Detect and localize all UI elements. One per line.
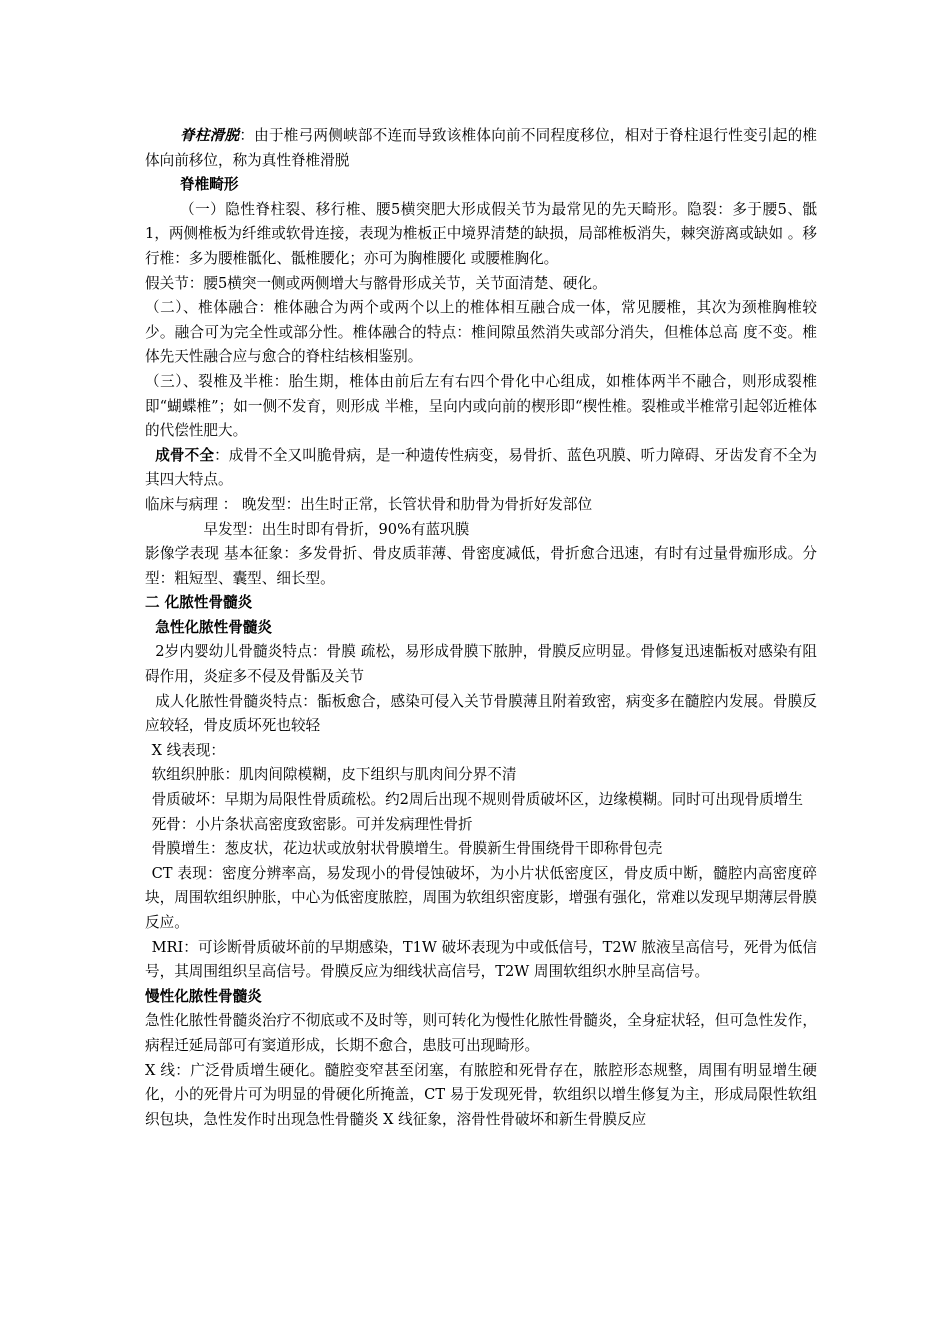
term-osteogenesis-imperfecta: 成骨不全 (155, 446, 215, 464)
heading-acute-osteomyelitis: 急性化脓性骨髓炎 (155, 618, 272, 636)
paragraph-infant-features: 2岁内婴幼儿骨髓炎特点：骨膜 疏松，易形成骨膜下脓肿，骨膜反应明显。骨修复迅速骺板对感染有阻碍作用，炎症多不侵及骨骺及关节 (145, 643, 817, 686)
paragraph-pseudoarthrosis: 假关节：腰5横突一侧或两侧增大与髂骨形成关节，关节面清楚、硬化。 (145, 274, 607, 292)
paragraph-chronic-overview: 急性化脓性骨髓炎治疗不彻底或不及时等，则可转化为慢性化脓性骨髓炎，全身症状轻，但可急性发作，病程迁延局部可有窦道形成，长期不愈合，患肢可出现畸形。 (145, 1012, 817, 1054)
document-page (145, 124, 817, 1132)
paragraph-osteogenesis-imperfecta (145, 444, 817, 493)
term-spondylolisthesis: 脊柱滑脱 (180, 127, 240, 144)
paragraph-sequestrum: 死骨：小片条状高密度致密影。可并发病理性骨折 (151, 815, 473, 833)
paragraph-text: ：成骨不全又叫脆骨病，是一种遗传性病变，易骨折、蓝色巩膜、听力障碍、牙齿发育不全为其四大特点。 (145, 446, 817, 489)
paragraph-xray-heading: X 线表现： (151, 741, 225, 759)
heading-chronic-osteomyelitis: 慢性化脓性骨髓炎 (145, 987, 262, 1005)
paragraph-ct-findings: CT 表现：密度分辨率高，易发现小的骨侵蚀破坏，为小片状低密度区，骨皮质中断，髓腔内高密度碎块，周围软组织肿胀，中心为低密度脓腔，周围为软组织密度影，增强有强化，常难以发现早期薄层骨膜反应。 (145, 864, 817, 931)
heading-spine-deformity: 脊椎畸形 (180, 176, 239, 194)
paragraph-spondylolisthesis (145, 124, 817, 173)
paragraph-soft-tissue-swelling: 软组织肿胀：肌肉间隙模糊，皮下组织与肌肉间分界不清 (151, 766, 517, 784)
paragraph-butterfly-vertebra: （三）、裂椎及半椎：胎生期，椎体由前后左有右四个骨化中心组成，如椎体两半不融合，则形成裂椎即“蝴蝶椎”；如一侧不发育，则形成 半椎，呈向内或向前的楔形即“楔性椎。裂椎或半椎常引起邻近椎体的代偿性肥大。 (145, 372, 817, 440)
paragraph-adult-features: 成人化脓性骨髓炎特点：骺板愈合，感染可侵入关节骨膜薄且附着致密，病变多在髓腔内发展。骨膜反应较轻，骨皮质坏死也较轻 (145, 692, 817, 735)
paragraph-text: ：由于椎弓两侧峡部不连而导致该椎体向前不同程度移位，相对于脊柱退行性变引起的椎体向前移位，称为真性脊椎滑脱 (145, 127, 817, 169)
paragraph-vertebral-fusion: （二）、椎体融合：椎体融合为两个或两个以上的椎体相互融合成一体，常见腰椎，其次为颈椎胸椎较少。融合可为完全性或部分性。椎体融合的特点：椎间隙虽然消失或部分消失，但椎体总高 度不变。椎体先天性融合应与愈合的脊柱结核相鉴别。 (145, 299, 817, 366)
paragraph-bone-destruction: 骨质破坏：早期为局限性骨质疏松。约2周后出现不规则骨质破坏区，边缘模糊。同时可出现骨质增生 (151, 791, 803, 809)
paragraph-occult-spina-bifida: （一）隐性脊柱裂、移行椎、腰5横突肥大形成假关节为最常见的先天畸形。隐裂：多于腰5、骶1，两侧椎板为纤维或软骨连接，表现为椎板正中境界清楚的缺损，局部椎板消失，棘突游离或缺如 。移行椎：多为腰椎骶化、骶椎腰化；亦可为胸椎腰化 或腰椎胸化。 (145, 200, 817, 267)
paragraph-chronic-xray: X 线：广泛骨质增生硬化。髓腔变窄甚至闭塞，有脓腔和死骨存在，脓腔形态规整，周围有明显增生硬化，小的死骨片可为明显的骨硬化所掩盖，CT 易于发现死骨，软组织以增生修复为主，形成局限性软组织包块，急性发作时出现急性骨髓炎 X 线征象，溶骨性骨破坏和新生骨膜反应 (145, 1061, 817, 1128)
paragraph-imaging-signs: 影像学表现 基本征象：多发骨折、骨皮质菲薄、骨密度减低，骨折愈合迅速，有时有过量骨痂形成。分型：粗短型、囊型、细长型。 (145, 545, 817, 587)
paragraph-clinical-early: 早发型：出生时即有骨折，90%有蓝巩膜 (203, 520, 470, 538)
paragraph-periosteal-reaction: 骨膜增生：葱皮状，花边状或放射状骨膜增生。骨膜新生骨围绕骨干即称骨包壳 (151, 840, 663, 858)
heading-osteomyelitis: 二 化脓性骨髓炎 (145, 594, 253, 612)
paragraph-clinical-late: 临床与病理 ： 晚发型：出生时正常，长管状骨和肋骨为骨折好发部位 (145, 495, 593, 513)
paragraph-mri-findings: MRI：可诊断骨质破坏前的早期感染，T1W 破坏表现为中或低信号，T2W 脓液呈高信号，死骨为低信号，其周围组织呈高信号。骨膜反应为细线状高信号，T2W 周围软组织水肿呈高信号。 (145, 938, 817, 981)
